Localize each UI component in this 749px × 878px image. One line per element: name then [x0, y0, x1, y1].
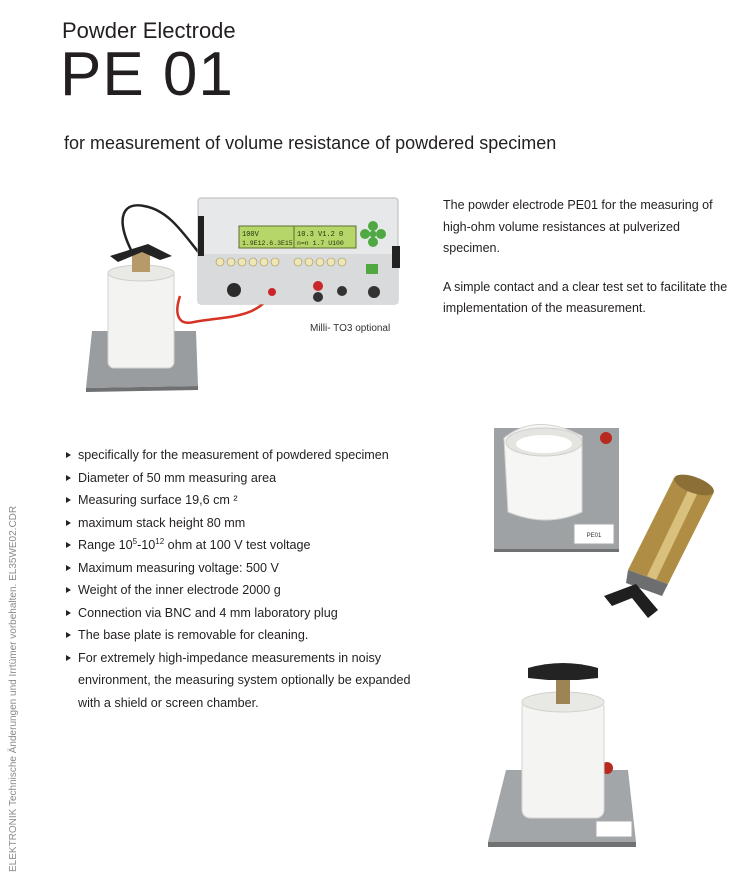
intro-paragraph-1: The powder electrode PE01 for the measuring of high-ohm volume resistances at pulverized specimen.	[443, 198, 713, 255]
feature-item: Maximum measuring voltage: 500 V	[64, 557, 424, 580]
feature-item: Weight of the inner electrode 2000 g	[64, 579, 424, 602]
feature-item: specifically for the measurement of powdered specimen	[64, 444, 424, 467]
range-exponent-high: 12	[155, 536, 165, 546]
range-exponent-low: 5	[132, 536, 138, 546]
left-display-line-2: 1.9E12.6.3E15	[242, 240, 293, 247]
range-suffix: ohm at 100 V test voltage	[164, 538, 311, 552]
right-display-line-2: n=n 1.7 U100	[297, 240, 344, 247]
intro-paragraph-2: A simple contact and a clear test set to facilitate the implementation of the measurement.	[443, 279, 728, 315]
device-label-text: PE01	[586, 533, 602, 539]
feature-item: For extremely high-impedance measurements in noisy environment, the measuring system optionally be expanded with a shield or screen chamber.	[64, 647, 424, 715]
range-prefix: Range 10	[78, 538, 133, 552]
closed-electrode-photo	[486, 658, 646, 850]
red-terminal	[268, 288, 276, 296]
right-display-line-1: 10.3 V1.2 0	[297, 231, 344, 239]
open-electrode-photo	[486, 416, 726, 631]
electrode-cylinder	[108, 270, 174, 368]
side-note: ELEKTRONIK Technische Änderungen und Irrtümer vorbehalten. EL35WE02.CDR	[8, 505, 19, 872]
range-separator: -10	[137, 538, 156, 552]
feature-item: maximum stack height 80 mm	[64, 512, 424, 535]
device-label-plate	[596, 821, 632, 837]
inner-electrode	[604, 470, 716, 618]
bnc-connector	[227, 283, 241, 297]
feature-item: Connection via BNC and 4 mm laboratory plug	[64, 602, 424, 625]
device-setup-photo	[84, 196, 404, 396]
left-display-line-1: 100V	[242, 231, 259, 239]
t-handle	[528, 663, 598, 680]
product-kicker: Powder Electrode	[62, 18, 236, 43]
intro-text	[443, 195, 733, 337]
feature-list	[64, 444, 424, 714]
product-subtitle: for measurement of volume resistance of powdered specimen	[64, 133, 557, 153]
electrode-shaft	[556, 680, 570, 704]
feature-item-range	[64, 534, 424, 557]
feature-item: Diameter of 50 mm measuring area	[64, 467, 424, 490]
electrode-cylinder	[522, 700, 604, 818]
device-caption: Milli- TO3 optional	[310, 323, 391, 334]
feature-item: The base plate is removable for cleaning.	[64, 624, 424, 647]
product-title: PE 01	[60, 40, 234, 109]
plug-socket	[600, 432, 612, 444]
feature-item: Measuring surface 19,6 cm ²	[64, 489, 424, 512]
